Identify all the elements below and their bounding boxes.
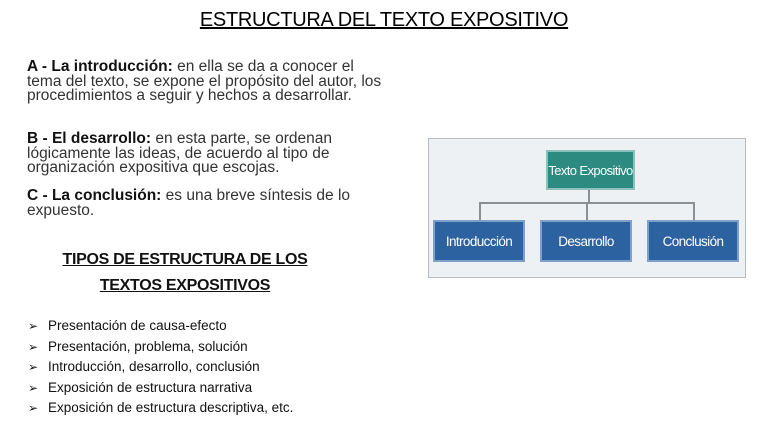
section-desarrollo [27,132,382,176]
section-text: en esta parte, se ordenan lógicamente las ideas, de acuerdo al tipo de organización expositiva que escojas. [27,130,332,176]
section-text: es una breve síntesis de lo expuesto. [27,187,351,219]
list-item-text: Exposición de estructura narrativa [48,379,253,395]
list-item-text: Presentación de causa-efecto [48,318,227,333]
arrow-bullet-icon: ➢ [28,401,39,415]
section-text: en ella se da a conocer el tema del texto, se expone el propósito del autor, los procedimientos a seguir y hechos a desarrollar. [27,58,382,104]
diagram-node-desarrollo: Desarrollo [540,220,632,262]
list-item [28,398,293,419]
structure-diagram [428,138,746,278]
list-item [28,337,293,358]
section-label: B - El desarrollo: [27,130,152,147]
arrow-bullet-icon: ➢ [28,380,39,395]
diagram-root-node: Texto Expositivo [546,150,635,190]
arrow-bullet-icon: ➢ [28,339,39,354]
list-item [28,357,293,378]
connector-child-2 [586,202,588,220]
section-label: C - La conclusión: [27,187,162,204]
connector-child-3 [693,202,695,220]
subheading-line-1: TIPOS DE ESTRUCTURA DE LOS [62,251,308,268]
list-item-text: Presentación, problema, solución [48,338,248,354]
arrow-bullet-icon: ➢ [28,319,39,333]
section-conclusion [27,189,382,218]
section-introduccion [27,60,382,104]
connector-child-1 [479,202,481,220]
list-item [28,378,293,399]
page-title: ESTRUCTURA DEL TEXTO EXPOSITIVO [199,9,569,31]
diagram-node-conclusion: Conclusión [647,220,739,262]
section-label: A - La introducción: [27,58,173,75]
list-item [28,316,293,337]
subheading-line-2: TEXTOS EXPOSITIVOS [99,277,271,294]
structure-types-list [28,316,293,419]
diagram-node-introduccion: Introducción [433,220,525,262]
list-item-text: Exposición de estructura descriptiva, etc. [48,400,294,415]
list-item-text: Introducción, desarrollo, conclusión [48,359,260,374]
arrow-bullet-icon: ➢ [28,360,39,374]
